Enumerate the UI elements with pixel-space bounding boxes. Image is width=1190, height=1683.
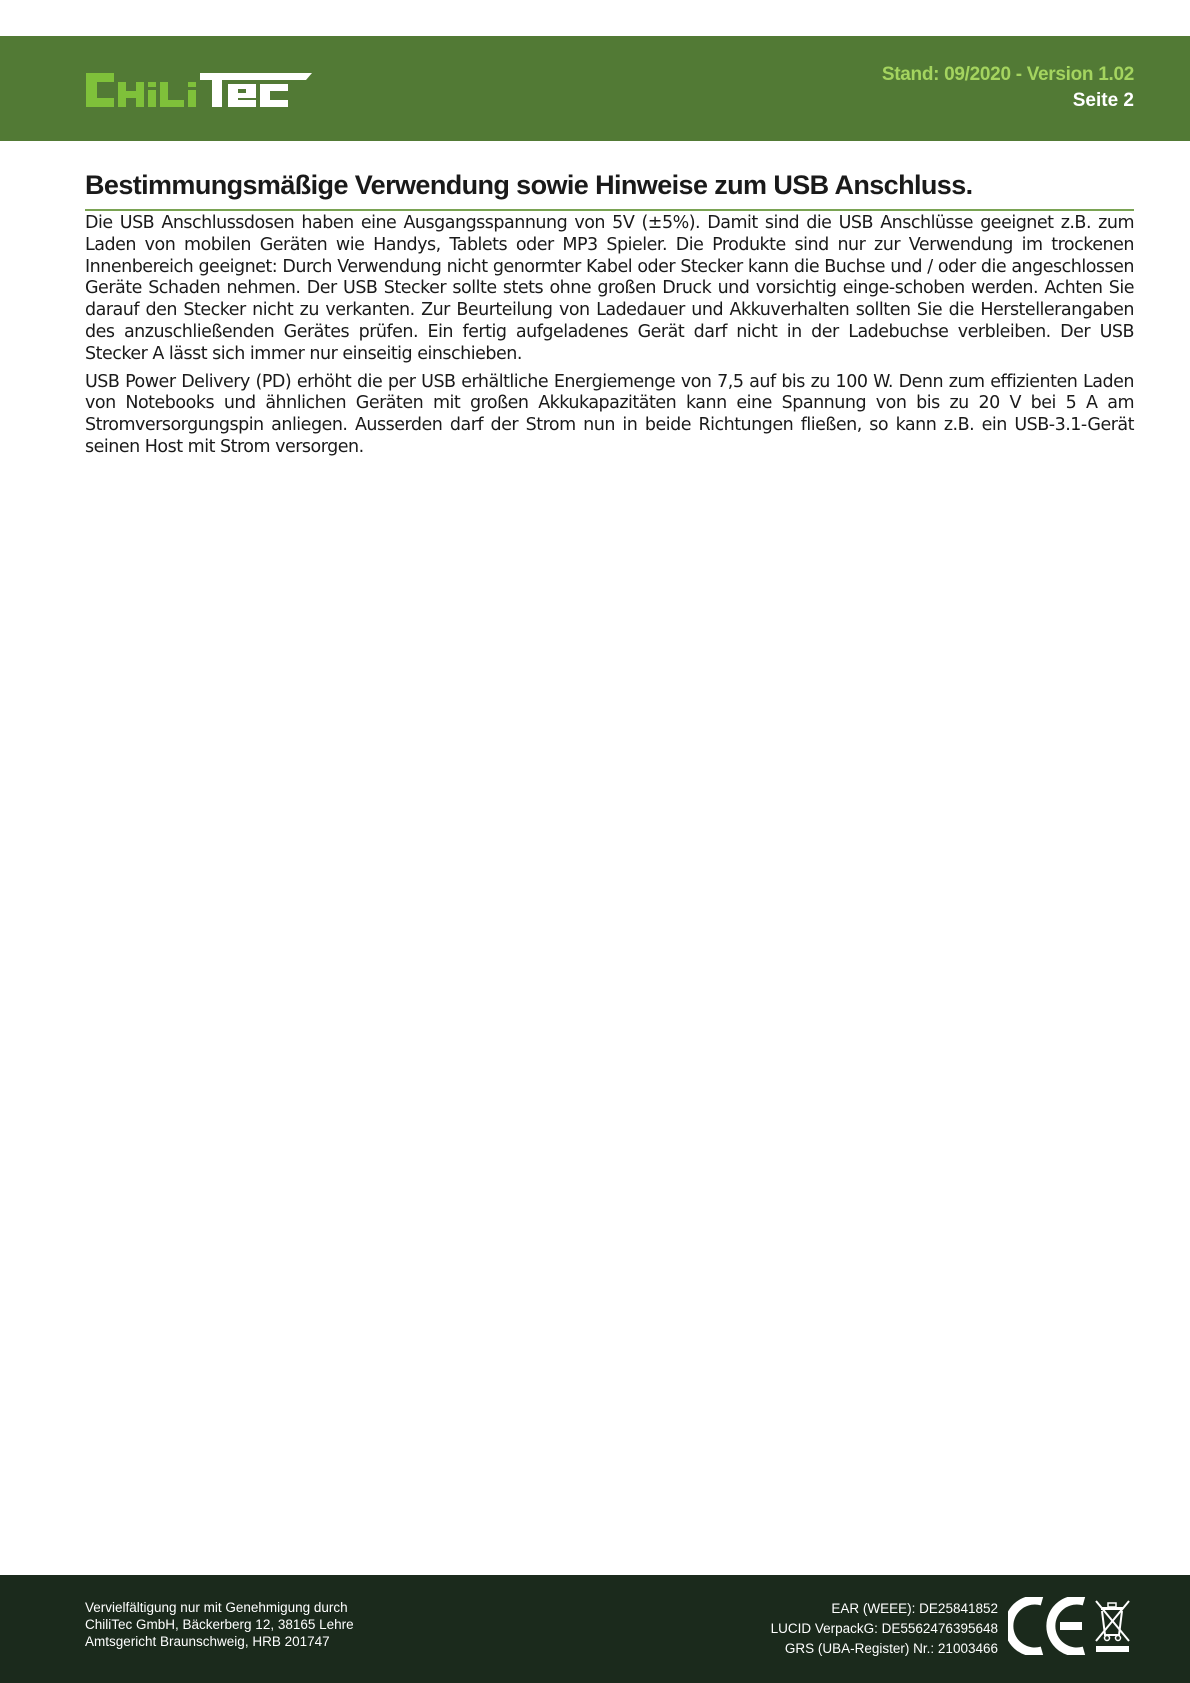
version-stand: Stand: 09/2020 - Version 1.02 [881, 64, 1134, 85]
section-heading: Bestimmungsmäßige Verwendung sowie Hinweise zum USB Anschluss. [85, 170, 973, 200]
body-text [85, 213, 1134, 465]
footer-line: Amtsgericht Braunschweig, HRB 201747 [85, 1634, 330, 1649]
lucid-registration: LUCID VerpackG: DE5562476395648 [770, 1621, 998, 1636]
ce-mark-icon [1008, 1597, 1088, 1655]
page-header [0, 36, 1190, 141]
chilitec-logo [84, 69, 314, 111]
paragraph-power-delivery: USB Power Delivery (PD) erhöht die per USB erhältliche Energiemenge von 7,5 auf bis zu 100 W. Denn zum effizienten Laden von Notebooks und ähnlichen Geräten mit großen Akkukapazitäten kann eine Spannung von bis zu 20 V bei 5 A am Stromversorgungspin anliegen. Ausserden darf der Strom nun in beide Richtungen fließen, so kann z.B. ein USB-3.1-Gerät seinen Host mit Strom versorgen. [85, 371, 1134, 457]
heading-divider [85, 209, 1134, 211]
ear-registration: EAR (WEEE): DE25841852 [831, 1601, 998, 1616]
footer-registrations [771, 1599, 998, 1659]
footer-legal [85, 1599, 354, 1650]
weee-bin-icon [1093, 1597, 1133, 1655]
footer-line: ChiliTec GmbH, Bäckerberg 12, 38165 Lehre [85, 1617, 354, 1632]
grs-registration: GRS (UBA-Register) Nr.: 21003466 [784, 1641, 998, 1656]
footer-line: Vervielfältigung nur mit Genehmigung durch [85, 1600, 348, 1615]
page-number: Seite 2 [1072, 90, 1134, 111]
paragraph-usb-sockets: Die USB Anschlussdosen haben eine Ausgangsspannung von 5V (±5%). Damit sind die USB Anschlüsse geeignet z.B. zum Laden von mobilen Geräten wie Handys, Tablets oder MP3 Spieler. Die Produkte sind nur zur Verwendung im trockenen Innenbereich geeignet: Durch Verwendung nicht genormter Kabel oder Stecker kann die Buchse und / oder die angeschlossen Geräte Schaden nehmen. Der USB Stecker sollte stets ohne großen Druck und vorsichtig einge-schoben werden. Achten Sie darauf den Stecker nicht zu verkanten. Zur Beurteilung von Ladedauer und Akkuverhalten sollten Sie die Herstellerangaben des anzuschließenden Gerätes prüfen. Ein fertig aufgeladenes Gerät darf nicht in der Ladebuchse verbleiben. Der USB Stecker A lässt sich immer nur einseitig einschieben. [85, 213, 1134, 364]
page-footer [0, 1575, 1190, 1683]
